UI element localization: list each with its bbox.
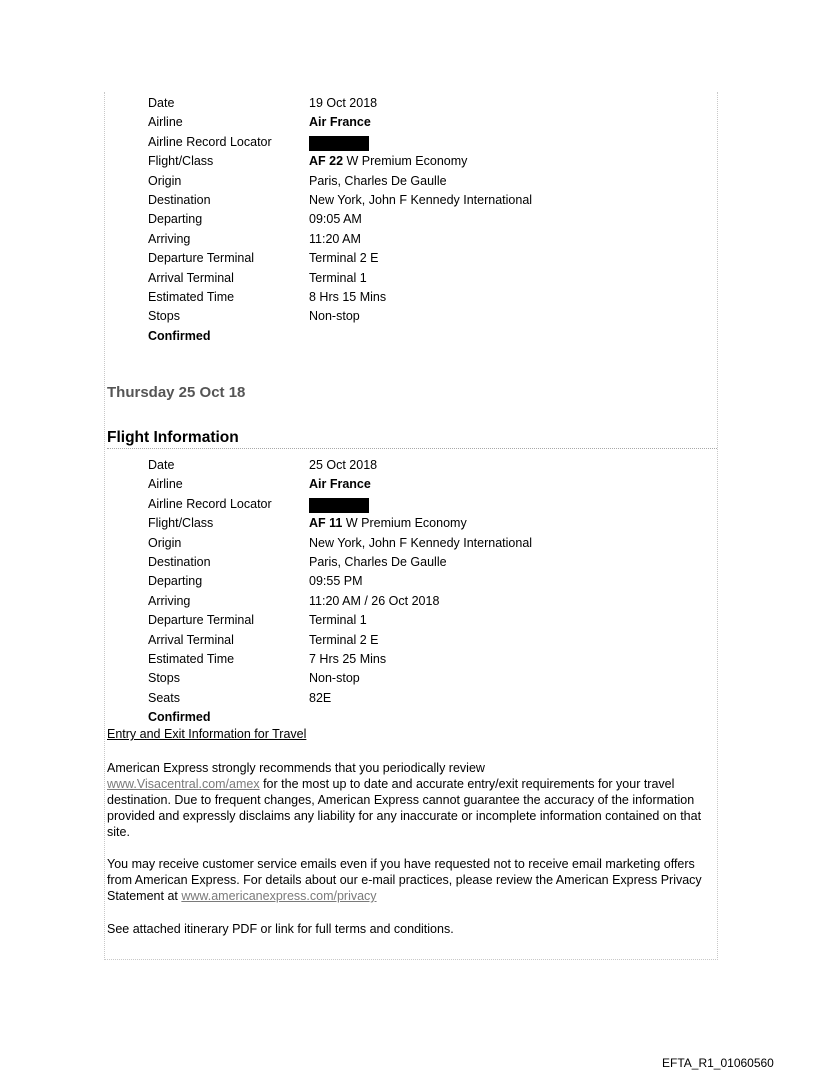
flight-class-value (309, 516, 467, 530)
estimated-time-value: 7 Hrs 25 Mins (309, 651, 387, 666)
fare-class: W Premium Economy (345, 516, 467, 531)
stops-label: Stops (148, 671, 180, 686)
origin-value: New York, John F Kennedy International (309, 535, 533, 550)
seats-value: 82E (309, 690, 332, 705)
redaction-box (309, 498, 369, 513)
date-label: Date (148, 458, 175, 472)
arrival-terminal-label: Arrival Terminal (148, 270, 234, 285)
origin-value: Paris, Charles De Gaulle (309, 173, 447, 188)
record-locator-label: Airline Record Locator (148, 134, 272, 149)
stops-value: Non-stop (309, 309, 360, 324)
departing-label: Departing (148, 212, 203, 227)
redaction-box (309, 136, 369, 151)
arriving-label: Arriving (148, 231, 191, 246)
date-label: Date (148, 96, 175, 110)
airline-label: Airline (148, 477, 183, 492)
record-locator-label: Airline Record Locator (148, 496, 272, 511)
destination-value: Paris, Charles De Gaulle (309, 554, 447, 569)
arriving-value: 11:20 AM / 26 Oct 2018 (309, 593, 440, 608)
visa-notice-intro: American Express strongly recommends that you periodically review (107, 761, 485, 775)
estimated-time-label: Estimated Time (148, 289, 235, 304)
date-value: 25 Oct 2018 (309, 458, 378, 472)
origin-label: Origin (148, 535, 182, 550)
terms-paragraph: See attached itinerary PDF or link for full terms and conditions. (107, 922, 454, 936)
visacentral-link[interactable]: www.Visacentral.com/amex (107, 777, 260, 791)
departing-value: 09:55 PM (309, 574, 363, 589)
departing-value: 09:05 AM (309, 212, 362, 227)
departing-label: Departing (148, 574, 203, 589)
departure-terminal-value: Terminal 1 (309, 613, 367, 628)
airline-value: Air France (309, 477, 371, 492)
estimated-time-label: Estimated Time (148, 651, 235, 666)
arriving-label: Arriving (148, 593, 191, 608)
flight-class-label: Flight/Class (148, 516, 214, 531)
destination-label: Destination (148, 554, 211, 569)
visa-notice-body: for the most up to date and accurate entry/exit requirements for your travel destination. Due to frequent changes, American Express cannot guarantee the accuracy of the information provided and expressly disclaims any liability for any inaccurate or incomplete information contained on that site. (107, 777, 702, 839)
record-locator-value (309, 497, 369, 513)
destination-label: Destination (148, 192, 211, 207)
date-value: 19 Oct 2018 (309, 96, 378, 110)
departure-terminal-label: Departure Terminal (148, 251, 255, 266)
email-notice-body: You may receive customer service emails even if you have requested not to receive email marketing offers from American Express. For details about our e-mail practices, please review the American Express Privacy Statement at (107, 857, 702, 903)
seats-label: Seats (148, 690, 180, 705)
privacy-link[interactable]: www.americanexpress.com/privacy (181, 889, 377, 903)
document-id: EFTA_R1_01060560 (662, 1056, 774, 1070)
email-notice-paragraph (107, 856, 719, 904)
fare-class: W Premium Economy (346, 154, 468, 169)
arrival-terminal-label: Arrival Terminal (148, 632, 234, 647)
day-heading: Thursday 25 Oct 18 (107, 384, 246, 401)
entry-exit-info-link[interactable]: Entry and Exit Information for Travel (107, 727, 307, 741)
record-locator-value (309, 135, 369, 151)
arrival-terminal-value: Terminal 1 (309, 270, 367, 285)
visa-notice-paragraph (107, 760, 719, 840)
status-confirmed: Confirmed (148, 710, 211, 725)
destination-value: New York, John F Kennedy International (309, 192, 533, 207)
airline-label: Airline (148, 115, 183, 130)
flight-number: AF 11 (309, 516, 343, 531)
airline-value: Air France (309, 115, 371, 130)
arriving-value: 11:20 AM (309, 231, 361, 246)
arrival-terminal-value: Terminal 2 E (309, 632, 379, 647)
flight-class-label: Flight/Class (148, 154, 214, 169)
flight-number: AF 22 (309, 154, 344, 169)
flight-class-value (309, 154, 467, 168)
estimated-time-value: 8 Hrs 15 Mins (309, 289, 387, 304)
stops-value: Non-stop (309, 671, 360, 686)
departure-terminal-label: Departure Terminal (148, 613, 255, 628)
status-confirmed: Confirmed (148, 328, 211, 343)
origin-label: Origin (148, 173, 182, 188)
stops-label: Stops (148, 309, 180, 324)
section-heading: Flight Information (107, 429, 717, 449)
departure-terminal-value: Terminal 2 E (309, 251, 379, 266)
